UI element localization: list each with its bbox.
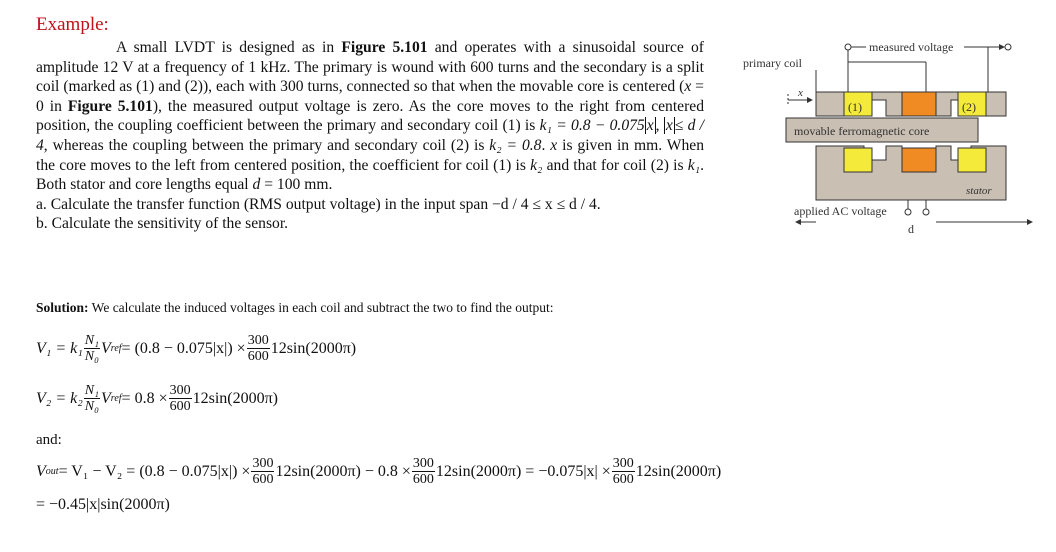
equation-final (36, 496, 170, 514)
fraction (84, 383, 100, 414)
terminal (1005, 44, 1011, 50)
primary-coil-label: primary coil (743, 56, 802, 70)
lvdt-diagram (736, 34, 1036, 244)
coil-1-bottom (844, 148, 872, 172)
terminal (905, 209, 911, 215)
eq-end: 12sin(2000π) (270, 339, 357, 357)
fraction (612, 456, 635, 487)
text-run: = 100 mm. (260, 176, 333, 194)
eq-middle: = (0.8 − 0.075|x|) × (121, 339, 246, 357)
k1-condition: ≤ d / 4 (36, 117, 705, 154)
k1-equation: k₁ = 0.8 − 0.075 (539, 117, 645, 135)
fraction (169, 383, 192, 414)
text-run: is given in mm. When the core moves to the left from centered position, the coefficient for coil (1) is (36, 136, 705, 174)
text-run: . (541, 136, 551, 154)
var-x: x (550, 136, 558, 154)
numerator: N₁ (84, 383, 100, 398)
and-label: and: (36, 432, 62, 448)
primary-coil-bottom (902, 148, 936, 172)
var-d: d (252, 176, 261, 194)
problem-paragraph: A small LVDT is designed as in Figure 5.101 and operates with a sinusoidal source of amplitude 12 V at a frequency of 1 kHz. The primary is wound with 600 turns and the secondary is a split coil (marked as (1) and (2)), each with 300 turns, connected so that when the movable core is centered (x = 0 in Figure 5.101), the measured output voltage is zero. As the core moves to the right from centered position, the coupling coefficient between the primary and secondary coil (1) is k₁ = 0.8 − 0.075 x , x ≤ d / 4, whereas the coupling between the primary and secondary coil (2) is k₂ = 0.8. x is given in mm. When the core moves to the left from centered position, the coefficient for coil (1) is k₂ and that for coil (2) is k₁. Both stator and core lengths equal d = 100 mm. (36, 39, 705, 194)
terminal (845, 44, 851, 50)
numerator: N₁ (84, 333, 100, 348)
eq-part: = V₁ − V₂ = (0.8 − 0.075|x|) × (58, 462, 251, 480)
coil-1-label: (1) (848, 100, 862, 114)
eq-part: 12sin(2000π) − 0.8 × (275, 462, 411, 480)
text-run: . Both stator and core lengths equal (36, 156, 704, 194)
equation-v1 (36, 333, 356, 364)
stator-label: stator (966, 185, 992, 197)
terminal (923, 209, 929, 215)
denominator: N₀ (84, 349, 100, 364)
abs-x: x (646, 117, 654, 135)
primary-coil-top (902, 92, 936, 116)
fraction (251, 456, 274, 487)
vout-sub: out (45, 466, 59, 477)
coil-2-label: (2) (962, 100, 976, 114)
vref-sub: ref (110, 343, 122, 354)
text-run: = 0 in (36, 78, 704, 115)
numerator: 300 (612, 456, 634, 471)
numerator: 300 (252, 456, 274, 471)
denominator: 600 (612, 472, 634, 487)
example-heading: Example: (36, 14, 109, 35)
eq-middle: = 0.8 × (121, 389, 168, 407)
var-k2: k₂ (530, 156, 543, 174)
text-run: and operates with a sinusoidal source of amplitude 12 V at a frequency of 1 kHz. The primary is wound with 600 turns and the secondary is a split coil (marked as (1) and (2)), each with 300 turns, connected so that when the movable core is centered ( (36, 39, 704, 96)
denominator: 600 (247, 349, 269, 364)
fraction (247, 333, 270, 364)
fraction (84, 333, 100, 364)
text-run: ), the measured output voltage is zero. As the core moves to the right from centered position, the coupling coefficient between the primary and secondary coil (1) is (36, 97, 704, 135)
solution-label: Solution: (36, 300, 89, 315)
abs-x: x (665, 117, 673, 135)
eq-lhs: V₁ = k₁ (36, 339, 83, 357)
eq-final-text: = −0.45|x|sin(2000π) (36, 496, 170, 513)
fraction (412, 456, 435, 487)
coil-2-bottom (958, 148, 986, 172)
numerator: 300 (169, 383, 191, 398)
solution-text: We calculate the induced voltages in each coil and subtract the two to find the output: (88, 300, 554, 315)
figure-ref: Figure 5.101 (67, 97, 153, 115)
vref: V (101, 339, 111, 357)
vref: V (101, 389, 111, 407)
vref-sub: ref (110, 393, 122, 404)
denominator: 600 (252, 472, 274, 487)
question-b: b. Calculate the sensitivity of the sensor. (36, 215, 289, 233)
numerator: 300 (412, 456, 434, 471)
denominator: 600 (412, 472, 434, 487)
eq-part: 12sin(2000π) = −0.075|x| × (435, 462, 611, 480)
equation-vout (36, 456, 721, 487)
question-a: a. Calculate the transfer function (RMS output voltage) in the input span −d / 4 ≤ x ≤ d / 4. (36, 195, 601, 213)
denominator: N₀ (84, 399, 100, 414)
text-run: , whereas the coupling between the primary and secondary coil (2) is (43, 136, 490, 154)
solution-intro (36, 300, 554, 316)
applied-voltage-label: applied AC voltage (794, 204, 887, 218)
d-label: d (908, 222, 914, 236)
problem-statement (36, 38, 704, 234)
text-run: and that for coil (2) is (542, 156, 688, 174)
eq-lhs: V (36, 462, 46, 480)
var-x: x (684, 78, 692, 96)
denominator: 600 (169, 399, 191, 414)
eq-end: 12sin(2000π) (192, 389, 278, 407)
eq-end: 12sin(2000π) (635, 462, 722, 480)
equation-v2 (36, 383, 278, 414)
x-label: x (798, 87, 803, 99)
var-k1: k₁ (687, 156, 701, 174)
measured-voltage-label: measured voltage (869, 40, 954, 54)
text-run: A small LVDT is designed as in (116, 39, 342, 56)
core-label: movable ferromagnetic core (794, 124, 930, 138)
numerator: 300 (247, 333, 269, 348)
figure-ref: Figure 5.101 (341, 39, 428, 56)
eq-lhs: V₂ = k₂ (36, 389, 83, 407)
k2-equation: k₂ = 0.8 (489, 136, 542, 154)
